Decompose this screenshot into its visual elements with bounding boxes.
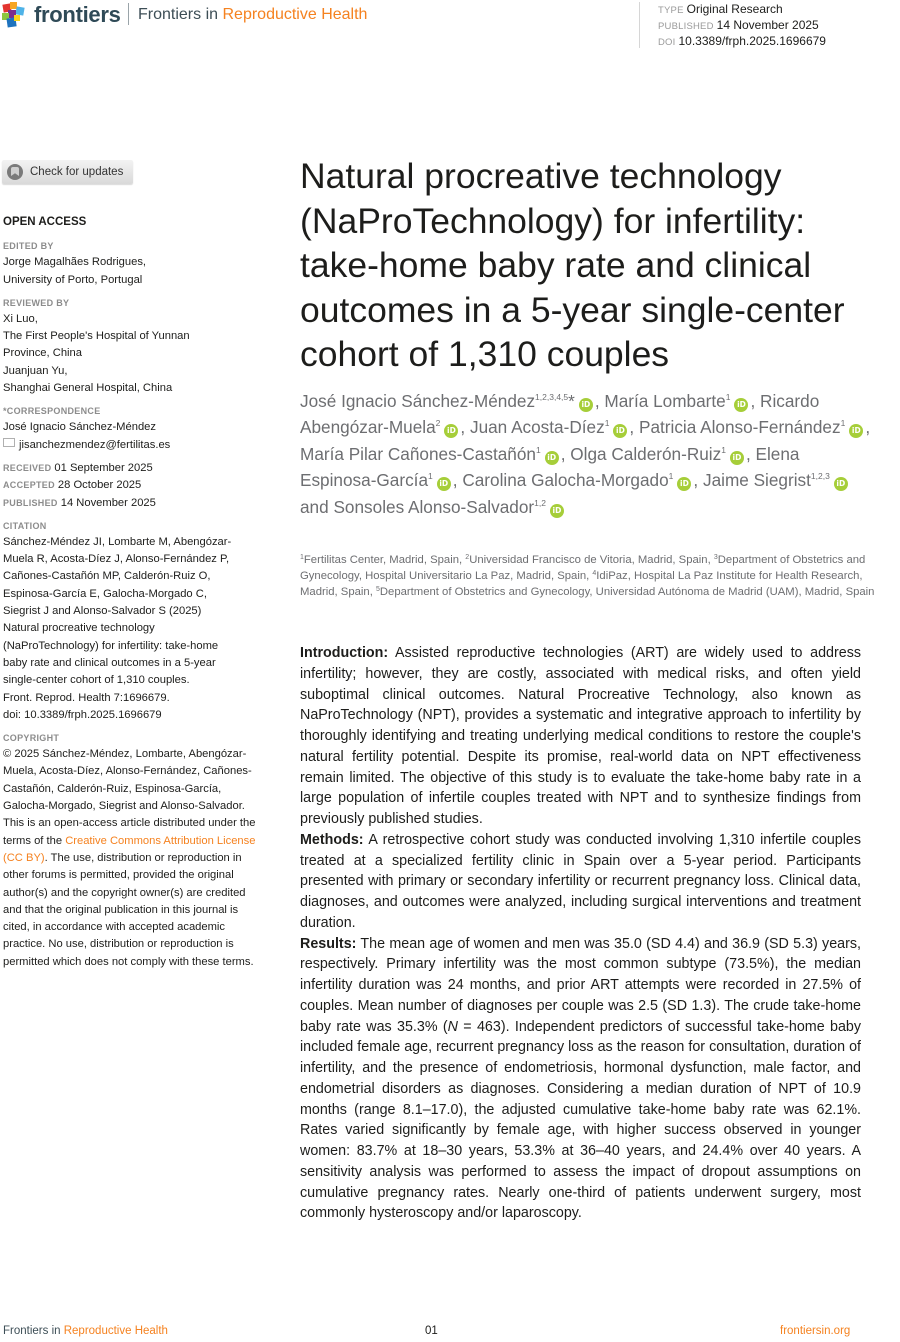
author-affiliation-marker: 1: [604, 418, 610, 429]
article-title: Natural procreative technology (NaProTechnology) for infertility: take-home baby rate and clinical outcomes in a 5-year single-center cohort of 1,310 couples: [300, 156, 845, 374]
check-for-updates-button[interactable]: [2, 160, 133, 184]
reviewer-affiliation: Shanghai General Hospital, China: [3, 382, 173, 395]
journal-title: Reproductive Health: [222, 6, 368, 23]
corresponding-author-marker: *: [568, 391, 575, 411]
author-affiliation-marker: 1: [725, 392, 731, 402]
author-separator: ,: [693, 470, 699, 491]
citation-line: Siegrist J and Alonso-Salvador S (2025): [3, 605, 202, 618]
citation-line: Front. Reprod. Health 7:1696679.: [3, 691, 170, 704]
author-separator: ,: [560, 443, 566, 464]
author-name: Carolina Galocha-Morgado: [462, 470, 669, 491]
citation-label: CITATION: [3, 520, 47, 531]
orcid-icon[interactable]: iD: [613, 424, 627, 438]
header-divider: [128, 3, 129, 25]
citation-line: Muela R, Acosta-Díez J, Alonso-Fernández P,: [3, 553, 230, 566]
abstract-results: [300, 934, 861, 1225]
author-separator: ,: [865, 417, 871, 438]
citation-line: Natural procreative technology: [3, 622, 155, 635]
orcid-icon[interactable]: iD: [834, 477, 848, 491]
open-access-label: OPEN ACCESS: [3, 216, 87, 228]
copyright-text: [3, 746, 265, 971]
author-affiliation-marker: 1: [428, 471, 433, 482]
methods-heading: Methods:: [300, 831, 364, 848]
accepted-label: ACCEPTED: [3, 480, 55, 491]
abstract-methods: [300, 830, 861, 934]
footer-journal-name: Reproductive Health: [63, 1325, 168, 1337]
cc-by-license-link[interactable]: Creative Commons Attribution License (CC BY): [3, 834, 256, 864]
author-list: [300, 388, 875, 520]
author[interactable]: [462, 470, 698, 490]
affiliation-list: [300, 552, 875, 600]
orcid-icon[interactable]: iD: [550, 504, 564, 518]
journal-prefix: Frontiers in: [138, 6, 219, 23]
author[interactable]: [570, 444, 750, 464]
reviewer-affiliation: Province, China: [3, 347, 82, 360]
meta-type-value: Original Research: [686, 2, 783, 16]
correspondence-email[interactable]: jisanchezmendez@fertilitas.es: [19, 438, 171, 451]
author[interactable]: [604, 391, 755, 411]
frontiers-logo[interactable]: [2, 2, 121, 28]
author-name: Patricia Alonso-Fernández: [638, 417, 841, 438]
author-separator: ,: [750, 391, 756, 411]
logo-text: frontiers: [34, 2, 121, 27]
correspondence-name: José Ignacio Sánchez-Méndez: [3, 421, 156, 434]
mail-icon: [3, 438, 15, 447]
author-name: Ricardo Abengózar-Muela: [300, 391, 820, 438]
received-label: RECEIVED: [3, 462, 52, 473]
orcid-icon[interactable]: iD: [437, 477, 451, 491]
author[interactable]: [333, 497, 565, 517]
affiliation-text: IdiPaz, Hospital La Paz Institute for Health Research, Madrid, Spain,: [300, 570, 863, 598]
author-separator: ,: [460, 417, 466, 438]
orcid-icon[interactable]: iD: [545, 451, 559, 465]
meta-published-label: PUBLISHED: [658, 21, 714, 32]
author-affiliation-marker: 2: [435, 418, 441, 429]
reviewer-name: Xi Luo,: [3, 312, 38, 325]
affiliation-number: 5: [375, 586, 380, 593]
author-name: Sonsoles Alonso-Salvador: [333, 496, 535, 517]
author-separator: ,: [745, 443, 751, 464]
orcid-icon[interactable]: iD: [849, 424, 863, 438]
meta-published-value: 14 November 2025: [716, 18, 819, 32]
meta-type-label: TYPE: [658, 5, 684, 16]
received-row: [3, 460, 265, 477]
citation-line: single-center cohort of 1,310 couples.: [3, 674, 190, 687]
journal-name[interactable]: [138, 6, 367, 24]
author-separator: ,: [452, 470, 458, 491]
affiliation-number: 3: [713, 554, 718, 561]
correspondence-email-row: [3, 437, 265, 454]
received-date: 01 September 2025: [54, 461, 153, 474]
orcid-icon[interactable]: iD: [734, 398, 748, 412]
accepted-date: 28 October 2025: [57, 479, 142, 492]
orcid-icon[interactable]: iD: [444, 424, 458, 438]
author[interactable]: [300, 391, 600, 411]
citation-line: Espinosa-García E, Galocha-Morgado C,: [3, 587, 207, 600]
article-meta: [639, 2, 898, 48]
meta-doi-label: DOI: [658, 37, 676, 48]
citation-line: baby rate and clinical outcomes in a 5-year: [3, 656, 216, 669]
author-name: José Ignacio Sánchez-Méndez: [300, 391, 536, 411]
author-affiliation-marker: 1,2,3: [810, 471, 830, 482]
editor-name: Jorge Magalhães Rodrigues,: [3, 256, 147, 269]
methods-text: A retrospective cohort study was conducted involving 1,310 infertile couples treated at a specialized fertility clinic in Spain over a 5-year period. Participants presented with primary or secondary infertility or recurrent pregnancy loss. Clinical data, diagnoses, and outcomes were analyzed, including surgical interventions and treatment duration.: [300, 831, 861, 931]
author[interactable]: [300, 444, 565, 464]
orcid-icon[interactable]: iD: [579, 398, 593, 412]
affiliation: [465, 554, 714, 566]
author-separator: ,: [629, 417, 635, 438]
author[interactable]: [639, 417, 870, 437]
author-affiliation-marker: 1,2: [534, 497, 546, 508]
meta-published: [658, 18, 898, 34]
affiliation-text: Fertilitas Center, Madrid, Spain,: [303, 554, 466, 566]
meta-doi-value[interactable]: 10.3389/frph.2025.1696679: [678, 34, 826, 48]
published-row: [3, 495, 265, 512]
abstract-introduction: [300, 643, 861, 830]
reviewer-name: Juanjuan Yu,: [3, 364, 68, 377]
frontiersin-link[interactable]: frontiersin.org: [780, 1325, 851, 1337]
citation-line: (NaProTechnology) for infertility: take-home: [3, 639, 219, 652]
correspondence-label: *CORRESPONDENCE: [3, 406, 101, 417]
results-text: The mean age of women and men was 35.0 (SD 4.4) and 36.9 (SD 5.3) years, respectively. Primary infertility was the most common subtype (73.5%), the median infertility duration was 24 months, and prior ART attempts were recorded in 27.5% of couples. Mean number of diagnoses per couple was 2.5 (SD 1.3). The crude take-home baby rate was 35.3% (: [300, 935, 861, 1035]
published-label: PUBLISHED: [3, 497, 58, 508]
copyright-text-before: © 2025 Sánchez-Méndez, Lombarte, Abengózar-Muela, Acosta-Díez, Alonso-Fernández, Cañones-Castañón, Calderón-Ruiz, Espinosa-García, Galocha-Morgado, Siegrist and Alonso-Salvador. This is an open-access article distributed under the terms of the: [3, 748, 256, 847]
citation-line: Cañones-Castañón MP, Calderón-Ruiz O,: [3, 570, 211, 583]
bookmark-circle-icon: [7, 164, 23, 180]
author-affiliation-marker: 1: [721, 444, 726, 455]
reviewed-by-label: REVIEWED BY: [3, 297, 70, 308]
affiliation-number: 1: [300, 554, 304, 561]
footer-journal[interactable]: [3, 1325, 168, 1337]
copyright-text-after: . The use, distribution or reproduction in other forums is permitted, provided the original author(s) and the copyright owner(s) are credited and that the original publication in this journal is cited, in accordance with accepted academic practice. No use, distribution or reproduction is permitted which does not comply with these terms.: [3, 851, 254, 968]
affiliation-number: 4: [592, 570, 597, 577]
affiliation: [300, 554, 465, 566]
affiliation-text: Department of Obstetrics and Gynecology, Universidad Autónoma de Madrid (UAM), Madrid, Spain: [379, 586, 875, 598]
orcid-icon[interactable]: iD: [730, 451, 744, 465]
copyright-label: COPYRIGHT: [3, 733, 60, 744]
author-name: María Pilar Cañones-Castañón: [300, 443, 536, 464]
affiliation: [376, 586, 874, 598]
meta-doi: [658, 34, 898, 50]
affiliation-text: Department of Obstetrics and Gynecology, Hospital Universitario La Paz, Madrid, Spain,: [300, 554, 866, 582]
meta-type: [658, 2, 898, 18]
citation-line: Sánchez-Méndez JI, Lombarte M, Abengózar-: [3, 535, 232, 548]
affiliation-number: 2: [465, 554, 470, 561]
citation-doi: doi: 10.3389/frph.2025.1696679: [3, 708, 162, 721]
introduction-heading: Introduction:: [300, 645, 389, 661]
editor-affiliation: University of Porto, Portugal: [3, 273, 143, 286]
author-affiliation-marker: 1: [535, 444, 541, 455]
author-affiliation-marker: 1,2,3,4,5: [535, 392, 569, 402]
author-affiliation-marker: 1: [668, 471, 674, 482]
frontiers-logo-icon: [2, 2, 28, 28]
results-n: N: [447, 1018, 458, 1035]
results-heading: Results:: [300, 935, 357, 952]
author[interactable]: [470, 417, 634, 437]
author-affiliation-marker: 1: [840, 418, 846, 429]
accepted-row: [3, 477, 265, 494]
results-text-continued: = 463). Independent predictors of successful take-home baby included female age, recurrent pregnancy loss as the reason for consultation, duration of infertility, and the presence of endometriosis, hormonal dysfunction, male factor, and endometrial disorders as diagnoses. Considering a median duration of NPT of 10.9 months (range 8.1–17.0), the adjusted cumulative take-home baby rate was 62.1%. Rates varied significantly by female age, with higher success observed in younger women: 83.7% at 18–30 years, 53.3% at 36–40 years, and 24.4% over 40 years. A sensitivity analysis was performed to assess the impact of dropout assumptions on cumulative pregnancy rates. Nearly one-third of patients underwent surgery, most commonly hysteroscopy and/or laparoscopy.: [300, 1018, 861, 1222]
page-number: 01: [425, 1325, 438, 1337]
article-info-sidebar: [3, 214, 265, 971]
affiliation-text: Universidad Francisco de Vitoria, Madrid, Spain,: [469, 554, 714, 566]
edited-by-label: EDITED BY: [3, 241, 54, 252]
reviewer-affiliation: The First People's Hospital of Yunnan: [3, 330, 190, 343]
author-separator: ,: [594, 391, 600, 411]
check-for-updates-label: Check for updates: [30, 166, 124, 178]
abstract: [300, 643, 861, 1224]
author-name: María Lombarte: [604, 391, 726, 411]
author-separator: and: [300, 496, 329, 517]
published-date: 14 November 2025: [60, 496, 156, 509]
author-name: Olga Calderón-Ruiz: [570, 443, 722, 464]
author-name: Jaime Siegrist: [702, 470, 811, 491]
footer-journal-prefix: Frontiers in: [3, 1325, 61, 1337]
author-name: Juan Acosta-Díez: [469, 417, 605, 438]
orcid-icon[interactable]: iD: [677, 477, 691, 491]
introduction-text: Assisted reproductive technologies (ART) are widely used to address infertility; however, they are costly, associated with medical risks, and often yield suboptimal clinical outcomes. Natural Procreative Technology, also known as NaProTechnology (NPT), provides a systematic and integrative approach to infertility by thoroughly identifying and treating underlying medical conditions to restore the couple's natural fertility potential. Despite its promise, real-world data on NPT effectiveness remain limited. The objective of this study is to evaluate the take-home baby rate in a large population of infertile couples treated with NPT and to synthesize findings from previously published studies.: [300, 645, 861, 827]
author-name: Elena Espinosa-García: [300, 443, 800, 491]
